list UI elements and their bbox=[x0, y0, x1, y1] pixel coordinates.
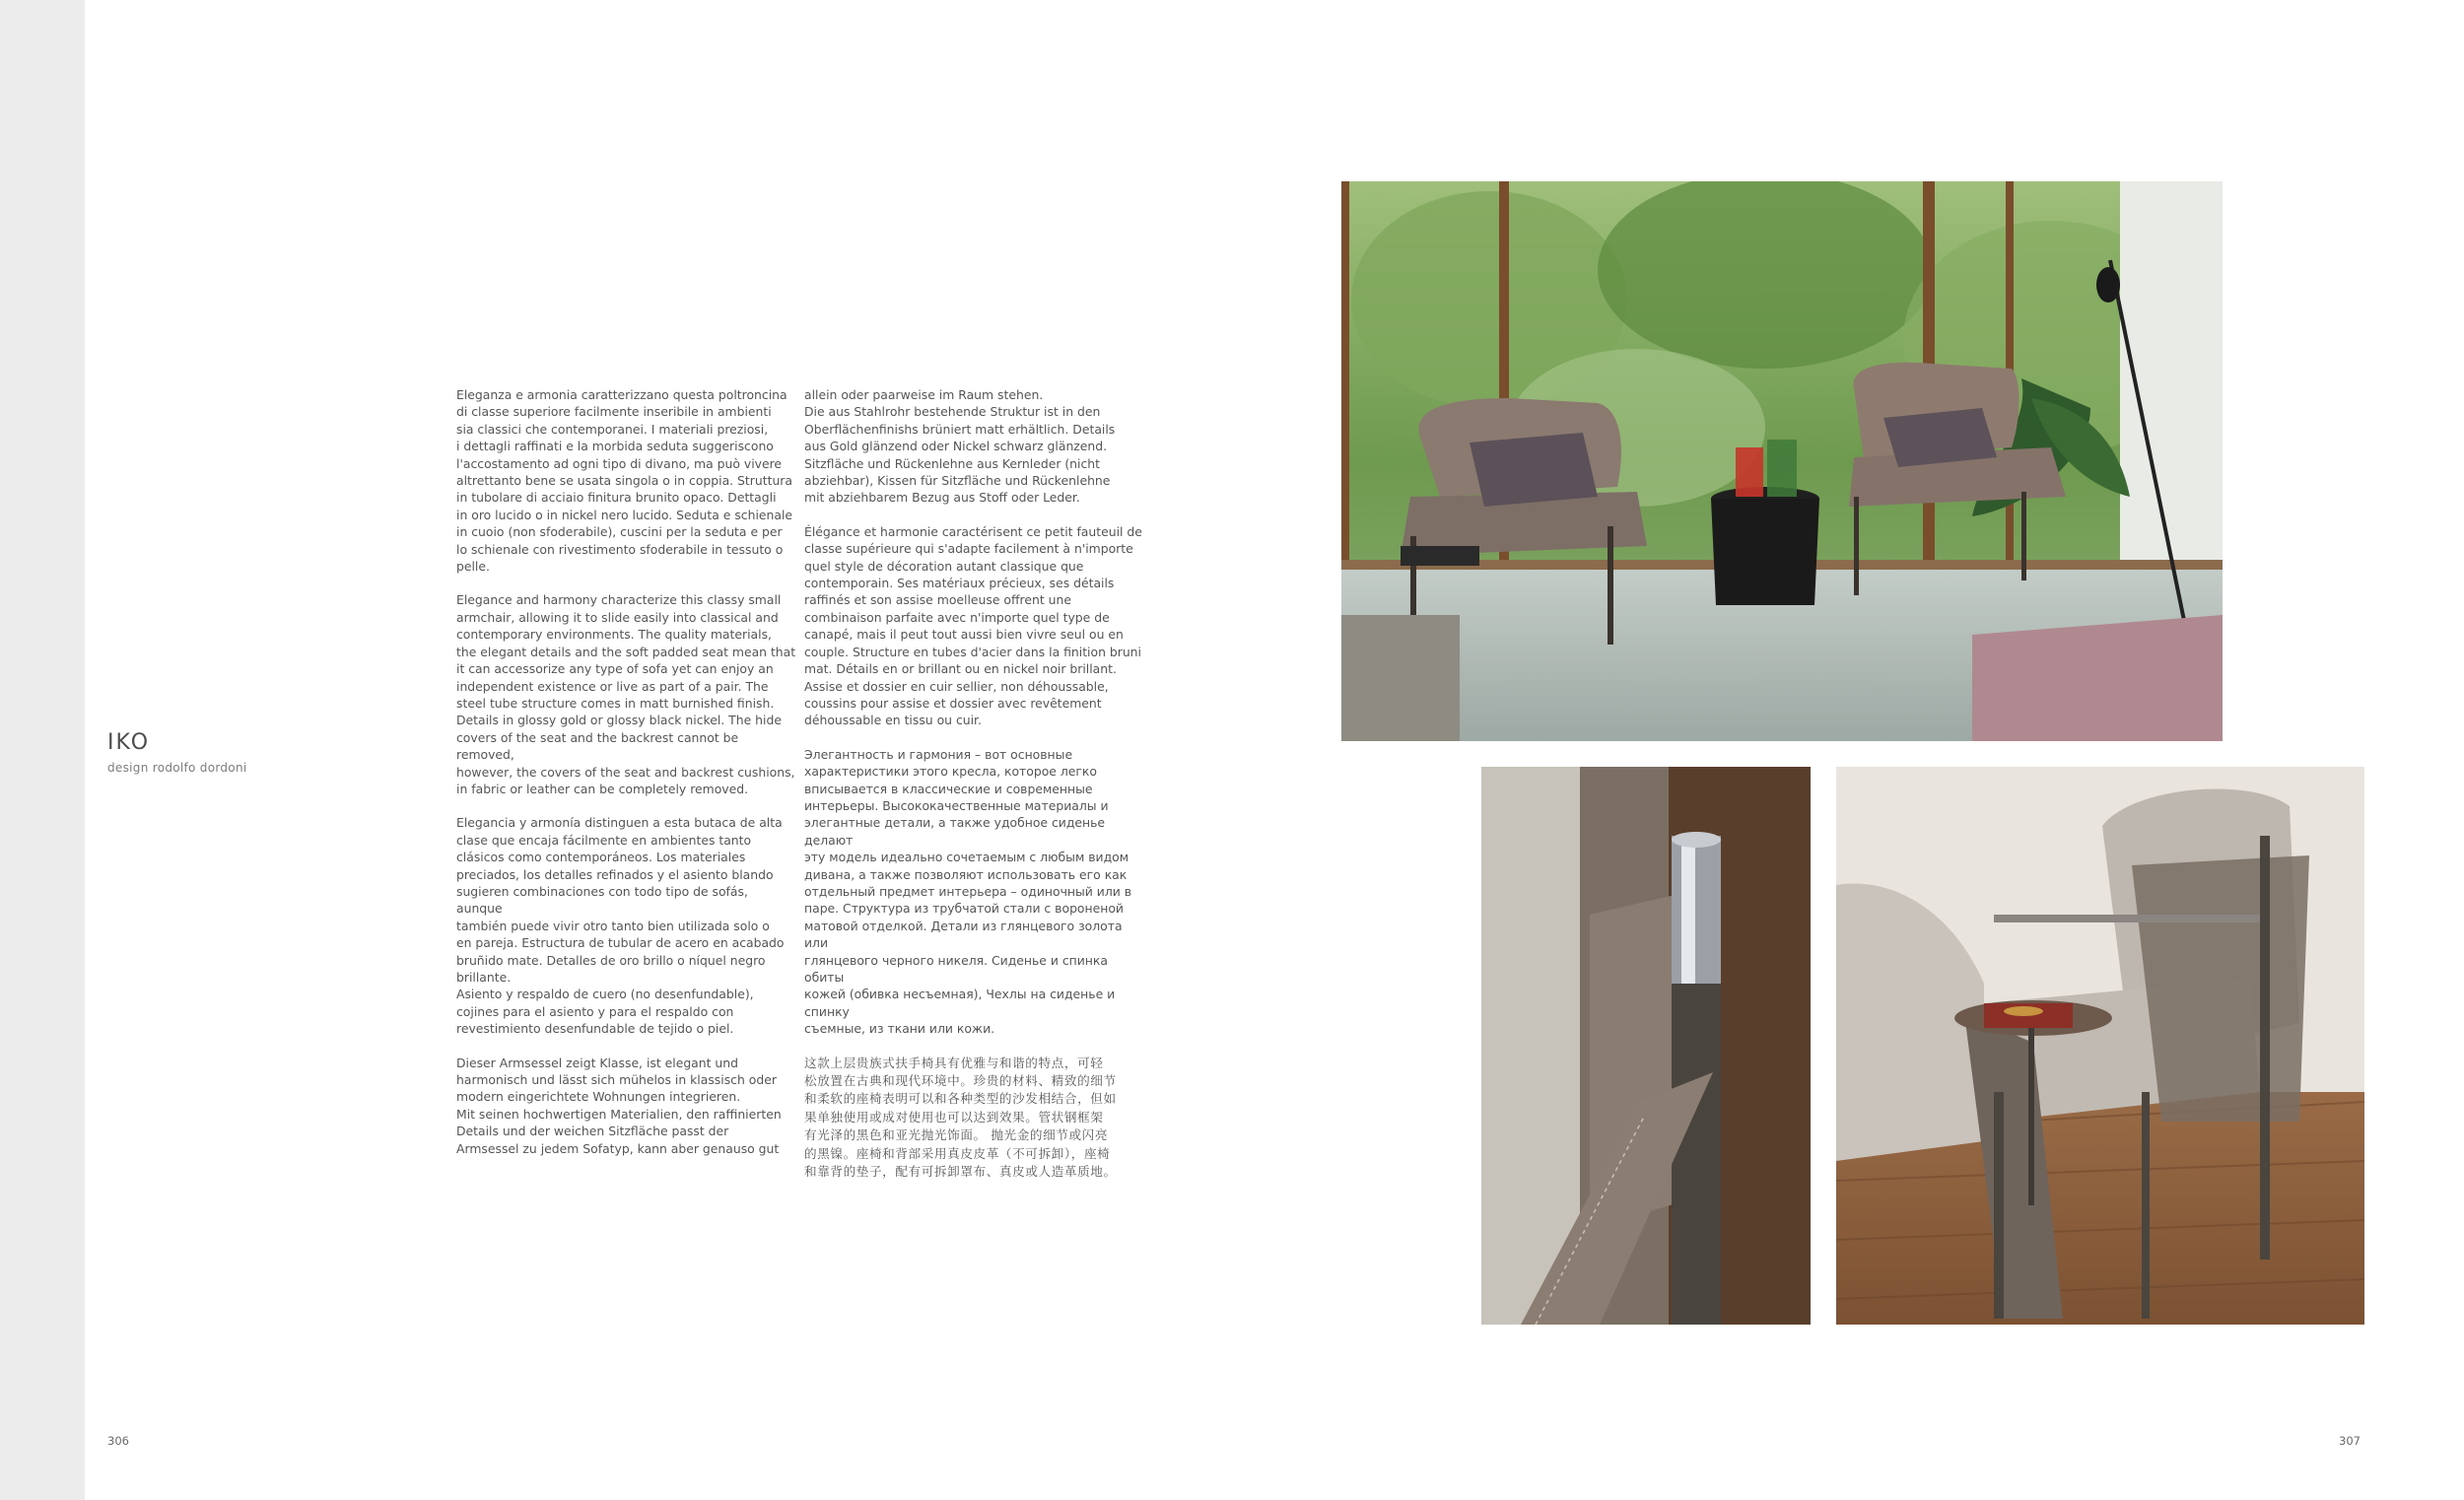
description-german-part2: allein oder paarweise im Raum stehen. Die aus Stahlrohr bestehende Struktur ist in den Oberflächenfinishs brüniert matt erhältlich. Details aus Gold glänzend oder Nickel schwarz glänzend. Sitzfläche und Rückenlehne aus Kernleder (nicht abziehbar), Kissen für Sitzfläche und Rückenlehne mit abziehbarem Bezug aus Stoff oder Leder. bbox=[804, 387, 1116, 506]
description-italian: Eleganza e armonia caratterizzano questa poltroncina di classe superiore facilmente inseribile in ambienti sia classici che contemporanei. I materiali preziosi, i dettagli raffinati e la morbida seduta suggeriscono l'accostamento ad ogni tipo di divano, ma può vivere altrettanto bene se usata singola o in coppia. Struttura in tubolare di acciaio finitura brunito opaco. Dettagli in oro lucido o in nickel nero lucido. Seduta e schienale in cuoio (non sfoderabile), cuscini per la seduta e per lo schienale con rivestimento sfoderabile in tessuto o pelle. bbox=[456, 387, 793, 575]
photo-armchair-side bbox=[1836, 767, 2364, 1325]
text-column-right bbox=[804, 386, 1144, 1197]
description-french: Élégance et harmonie caractérisent ce petit fauteuil de classe supérieure qui s'adapte facilement à n'importe quel style de décoration autant classique que contemporain. Ses matériaux précieux, ses détails raffinés et son assise moelleuse offrent une combinaison parfaite avec n'importe quel type de canapé, mais il peut tout aussi bien vivre seul ou en couple. Structure en tubes d'acier dans la finition bruni mat. Détails en or brillant ou en nickel noir brillant. Assise et dossier en cuir sellier, non déhoussable, coussins pour assise et dossier avec revêtement déhoussable en tissu ou cuir. bbox=[804, 523, 1142, 728]
description-english: Elegance and harmony characterize this classy small armchair, allowing it to slide easily into classical and contemporary environments. The quality materials, the elegant details and the soft padded seat mean that it can accessorize any type of sofa yet can enjoy an independent existence or live as part of a pair. The steel tube structure comes in matt burnished finish. Details in glossy gold or glossy black nickel. The hide covers of the seat and the backrest cannot be removed, however, the covers of the seat and backrest cushions, in fabric or leather can be completely removed. bbox=[456, 592, 796, 796]
page-number-left: 306 bbox=[107, 1434, 129, 1448]
description-spanish: Elegancia y armonía distinguen a esta butaca de alta clase que encaja fácilmente en ambientes tanto clásicos como contemporáneos. Los materiales preciados, los detalles refinados y el asiento blando sugieren combinaciones con todo tipo de sofás, aunque también puede vivir otro tanto bien utilizada solo o en pareja. Estructura de tubular de acero en acabado bruñido mate. Detalles de oro brillo o níquel negro brillante. Asiento y respaldo de cuero (no desenfundable), cojines para el asiento y para el respaldo con revestimiento desenfundable de tejido o piel. bbox=[456, 815, 785, 1037]
page-number-right: 307 bbox=[2339, 1434, 2361, 1448]
product-title: IKO bbox=[107, 730, 151, 755]
photo-armchairs-room bbox=[1341, 181, 2223, 741]
description-chinese: 这款上层贵族式扶手椅具有优雅与和谐的特点，可轻 松放置在古典和现代环境中。珍贵的材料、精致的细节 和柔软的座椅表明可以和各种类型的沙发相结合，但如 果单独使用或成对使用也可以达到效果。管状钢框架 有光泽的黑色和亚光抛光饰面。 抛光金的细节或闪亮 的黑镍。座椅和背部采用真皮皮革（不可拆卸），座椅 和靠背的垫子，配有可拆卸罩布、真皮或人造革质地。 bbox=[804, 1055, 1117, 1180]
description-russian: Элегантность и гармония – вот основные характеристики этого кресла, которое легко вписывается в классические и современные интерьеры. Высококачественные материалы и элегантные детали, а также удобное сиденье делают эту модель идеально сочетаемым с любым видом дивана, а также позволяют использовать его как отдельный предмет интерьера – одиночный или в паре. Структура из трубчатой стали с вороненой матовой отделкой. Детали из глянцевого золота или глянцевого черного никеля. Сиденье и спинка обиты кожей (обивка несъемная), Чехлы на сиденье и спинку съемные, из ткани или кожи. bbox=[804, 746, 1132, 1037]
product-designer: design rodolfo dordoni bbox=[107, 761, 247, 775]
text-column-left bbox=[456, 386, 796, 1157]
product-title-block bbox=[107, 729, 247, 775]
page-gutter bbox=[0, 0, 85, 1500]
photo-armrest-detail bbox=[1481, 767, 1811, 1325]
description-german-part1: Dieser Armsessel zeigt Klasse, ist elegant und harmonisch und lässt sich mühelos in klassisch oder modern eingerichtete Wohnungen integrieren. Mit seinen hochwertigen Materialien, den raffinierten Details und der weichen Sitzfläche passt der Armsessel zu jedem Sofatyp, kann aber genauso gut bbox=[456, 1055, 782, 1156]
